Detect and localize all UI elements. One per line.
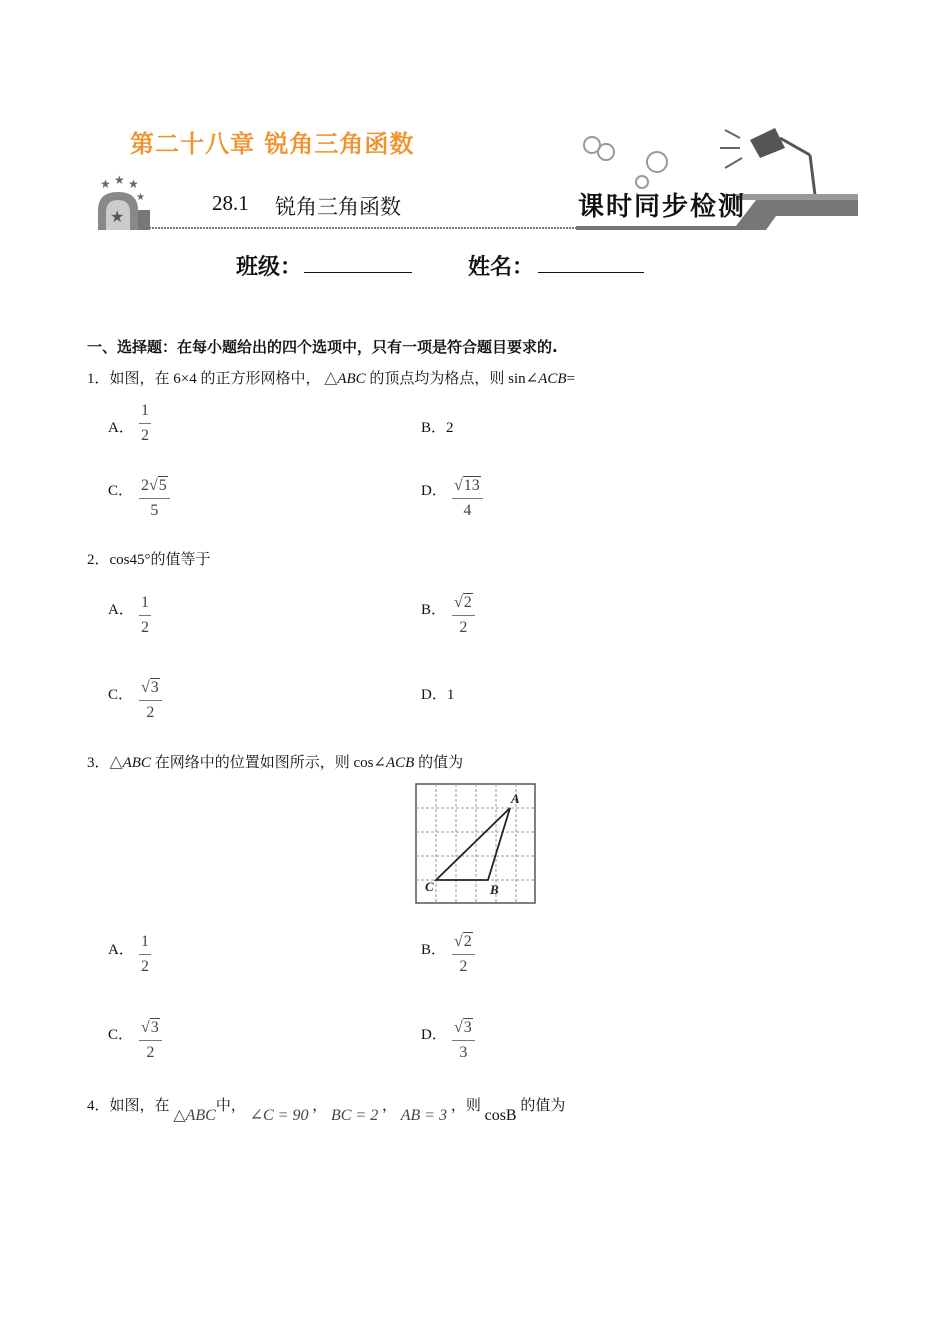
q2-option-c-label[interactable]: C． (108, 687, 134, 703)
vertex-c-label: C (425, 879, 434, 894)
q2-option-a-value: 1 2 (141, 594, 149, 636)
sync-test-tag: 课时同步检测 (578, 192, 747, 222)
q2-option-a-label[interactable]: A． (108, 602, 134, 618)
vertex-b-label: B (490, 882, 499, 897)
section-heading: 一、选择题：在每小题给出的四个选项中，只有一项是符合题目要求的. (87, 338, 558, 356)
q3-option-d-label[interactable]: D． (421, 1027, 447, 1043)
question-4: 4．如图，在 △ABC中， ∠C = 90 ， BC = 2 ， AB = 3 ，则 cosB 的值为 (87, 1098, 566, 1124)
question-3: 3．△ABC 在网络中的位置如图所示，则 cos∠ACB 的值为 (87, 752, 464, 771)
q3-option-d-value: √3 3 (452, 1019, 475, 1062)
svg-text:★: ★ (136, 192, 145, 203)
question-2: 2．cos45°的值等于 (87, 552, 211, 568)
q3-option-c-value: √3 2 (139, 1019, 162, 1062)
class-label: 班级： (236, 254, 303, 280)
q3-option-b-value: √2 2 (452, 933, 475, 976)
q3-option-a-value: 1 2 (141, 933, 149, 975)
q1-option-d-label[interactable]: D． (421, 483, 447, 499)
q3-option-a-label[interactable]: A． (108, 942, 134, 958)
svg-text:★: ★ (110, 207, 125, 226)
section-title: 锐角三角函数 (275, 195, 401, 219)
q1-option-a-value: 1 2 (141, 402, 149, 444)
q3-option-b-label[interactable]: B． (421, 942, 447, 958)
q1-option-a-label[interactable]: A． (108, 420, 134, 436)
svg-text:★: ★ (114, 173, 125, 187)
q1-option-c-label[interactable]: C． (108, 483, 134, 499)
name-blank[interactable] (538, 252, 644, 273)
chapter-title: 第二十八章 锐角三角函数 (130, 130, 415, 158)
question-1: 1．如图，在 6×4 的正方形网格中， △ABC 的顶点均为格点，则 sin∠ACB= (87, 368, 576, 387)
q2-option-d[interactable]: D．1 (421, 687, 455, 703)
q2-option-b-label[interactable]: B． (421, 602, 447, 618)
name-label: 姓名： (468, 254, 535, 280)
svg-text:★: ★ (128, 177, 139, 191)
q1-option-b[interactable]: B．2 (421, 420, 454, 436)
class-blank[interactable] (304, 252, 412, 273)
grid-triangle-figure (415, 783, 536, 904)
q2-option-b-value: √2 2 (452, 594, 475, 637)
vertex-a-label: A (511, 791, 520, 806)
q1-option-d-value: √13 4 (452, 477, 483, 520)
q1-option-c-value: 2√5 5 (139, 477, 170, 520)
q2-option-c-value: √3 2 (139, 679, 162, 722)
q3-option-c-label[interactable]: C． (108, 1027, 134, 1043)
lamp-decoration-icon (580, 100, 880, 200)
svg-text:★: ★ (100, 177, 111, 191)
section-number: 28.1 (212, 191, 249, 215)
